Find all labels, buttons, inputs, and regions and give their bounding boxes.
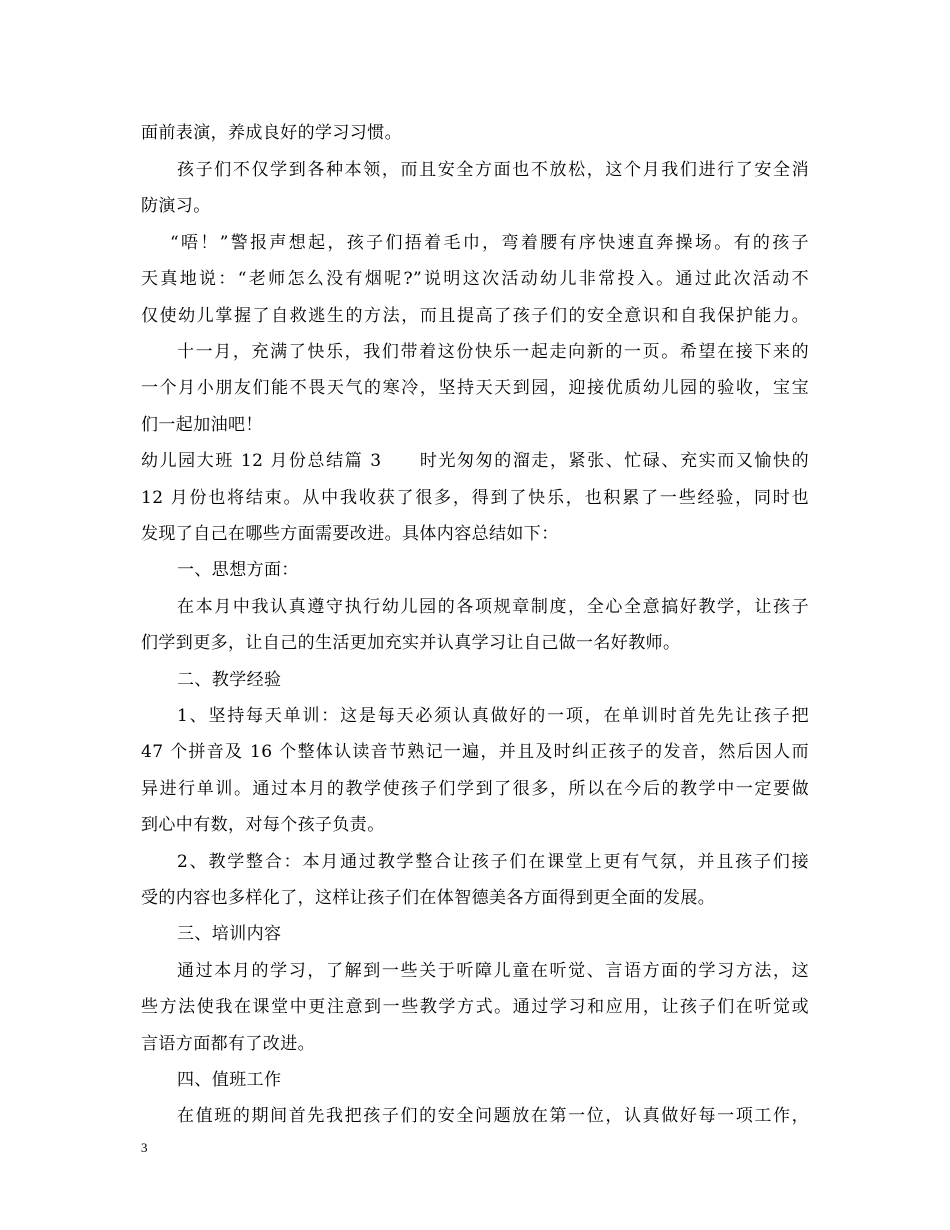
subheading: 二、教学经验 (177, 670, 282, 690)
text-line: 言语方面都有了改进。 (141, 1034, 315, 1054)
text-line: 一个月小朋友们能不畏天气的寒冷，坚持天天到园，迎接优质幼儿园的验收，宝宝 (141, 378, 809, 398)
text-line: 1、坚持每天单训：这是每天必须认真做好的一项，在单训时首先先让孩子把 (177, 706, 809, 726)
subheading: 三、培训内容 (177, 924, 282, 944)
text-line: 到心中有数，对每个孩子负责。 (141, 815, 385, 835)
text-line: 孩子们不仅学到各种本领，而且安全方面也不放松，这个月我们进行了安全消 (177, 160, 809, 180)
text-line: 们学到更多，让自己的生活更加充实并认真学习让自己做一名好教师。 (141, 633, 681, 653)
text-line: 在值班的期间首先我把孩子们的安全问题放在第一位，认真做好每一项工作， (177, 1106, 809, 1126)
text-line: 通过本月的学习，了解到一些关于听障儿童在听觉、言语方面的学习方法，这 (177, 961, 809, 981)
text-line: 2、教学整合：本月通过教学整合让孩子们在课堂上更有气氛，并且孩子们接 (177, 852, 809, 872)
text-line: 12 月份也将结束。从中我收获了很多，得到了快乐，也积累了一些经验，同时也 (141, 488, 809, 508)
text-line: 47 个拼音及 16 个整体认读音节熟记一遍，并且及时纠正孩子的发音，然后因人而 (141, 742, 809, 762)
subheading: 四、值班工作 (177, 1070, 282, 1090)
text-line: 受的内容也多样化了，这样让孩子们在体智德美各方面得到更全面的发展。 (141, 888, 716, 908)
text-line: 防演习。 (141, 196, 211, 216)
text-line: 些方法使我在课堂中更注意到一些教学方式。通过学习和应用，让孩子们在听觉或 (141, 997, 809, 1017)
page-number: 3 (141, 1140, 148, 1155)
text-line: 天真地说：“老师怎么没有烟呢?”说明这次活动幼儿非常投入。通过此次活动不 (141, 269, 809, 289)
text-line: 在本月中我认真遵守执行幼儿园的各项规章制度，全心全意搞好教学，让孩子 (177, 597, 809, 617)
text-line: 十一月，充满了快乐，我们带着这份快乐一起走向新的一页。希望在接下来的 (177, 342, 809, 362)
subheading: 一、思想方面： (177, 560, 299, 580)
text-line: 们一起加油吧！ (141, 415, 263, 435)
text-line: “唔！”警报声想起，孩子们捂着毛巾，弯着腰有序快速直奔操场。有的孩子 (170, 233, 809, 253)
text-line: 发现了自己在哪些方面需要改进。具体内容总结如下： (141, 524, 559, 544)
text-line: 仅使幼儿掌握了自救逃生的方法，而且提高了孩子们的安全意识和自我保护能力。 (141, 306, 809, 326)
text-line: 异进行单训。通过本月的教学使孩子们学到了很多，所以在今后的教学中一定要做 (141, 779, 809, 799)
section-heading-line: 幼儿园大班 12 月份总结篇 3 时光匆匆的溜走，紧张、忙碌、充实而又愉快的 (141, 451, 809, 471)
text-line: 面前表演，养成良好的学习习惯。 (141, 123, 402, 143)
